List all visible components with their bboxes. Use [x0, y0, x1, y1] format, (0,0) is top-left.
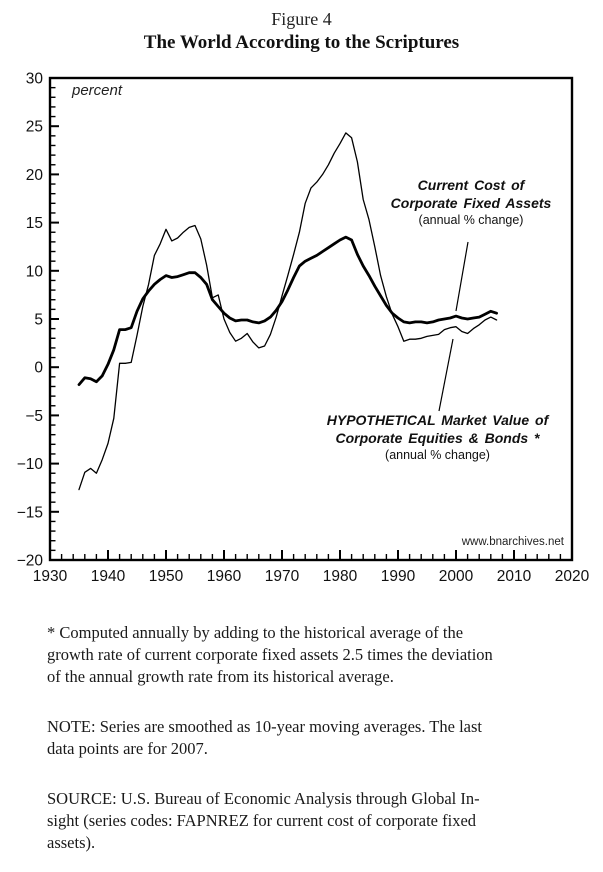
x-axis-label: 1960 [206, 568, 242, 585]
x-axis-label: 1950 [148, 568, 184, 585]
footnotes-block [47, 622, 569, 872]
y-axis-label: −15 [16, 504, 43, 522]
x-axis-label: 2020 [554, 568, 590, 585]
footnote-line: SOURCE: U.S. Bureau of Economic Analysis through Global In- [47, 789, 480, 808]
y-unit-label: percent [72, 82, 123, 99]
x-axis-label: 1970 [264, 568, 300, 585]
legend-market-value-subtext: (annual % change) [385, 448, 490, 462]
footnote-asterisk [47, 622, 569, 688]
footnote-line: of the annual growth rate from its historical average. [47, 667, 394, 686]
footnote-line: * Computed annually by adding to the historical average of the [47, 623, 464, 642]
legend-fixed-assets-subtext: (annual % change) [418, 213, 524, 227]
x-axis-label: 2010 [496, 568, 532, 585]
y-axis-label: 5 [34, 311, 43, 329]
watermark-url: www.bnarchives.net [461, 536, 564, 548]
footnote-line: assets). [47, 833, 96, 852]
footnote-note [47, 716, 569, 760]
y-axis-label: 10 [25, 263, 43, 281]
figure-title: The World According to the Scriptures [143, 32, 460, 53]
y-axis-label: −10 [16, 456, 43, 474]
x-axis-label: 1990 [380, 568, 416, 585]
y-axis-label: −20 [16, 552, 43, 570]
x-axis-label: 2000 [438, 568, 474, 585]
footnote-line: data points are for 2007. [47, 739, 208, 758]
legend-market-value-line1: HYPOTHETICAL Market Value of [326, 412, 549, 428]
footnote-line: NOTE: Series are smoothed as 10-year moving averages. The last [47, 717, 482, 736]
footnote-line: sight (series codes: FAPNREZ for current cost of corporate fixed [47, 811, 477, 830]
legend-fixed-assets [360, 177, 582, 228]
y-axis-label: 20 [25, 166, 43, 184]
legend-fixed-assets-line2: Corporate Fixed Assets [390, 194, 552, 211]
x-axis-label: 1940 [90, 568, 126, 585]
footnote-line: growth rate of current corporate fixed assets 2.5 times the deviation [47, 645, 493, 664]
leader-line-market-value [439, 339, 453, 411]
figure-number: Figure 4 [271, 9, 332, 29]
legend-market-value-line2: Corporate Equities & Bonds * [335, 429, 540, 446]
x-axis-label: 1930 [32, 568, 68, 585]
legend-fixed-assets-line1: Current Cost of [417, 177, 525, 193]
legend-market-value [320, 412, 555, 463]
y-axis-label: 0 [34, 359, 43, 377]
leader-line-fixed-assets [456, 242, 468, 311]
y-axis-label: 25 [25, 118, 43, 136]
y-axis-label: 15 [25, 215, 43, 233]
x-axis-label: 1980 [322, 568, 358, 585]
y-axis-label: −5 [25, 407, 43, 425]
y-axis-label: 30 [25, 70, 43, 88]
footnote-source [47, 788, 569, 854]
